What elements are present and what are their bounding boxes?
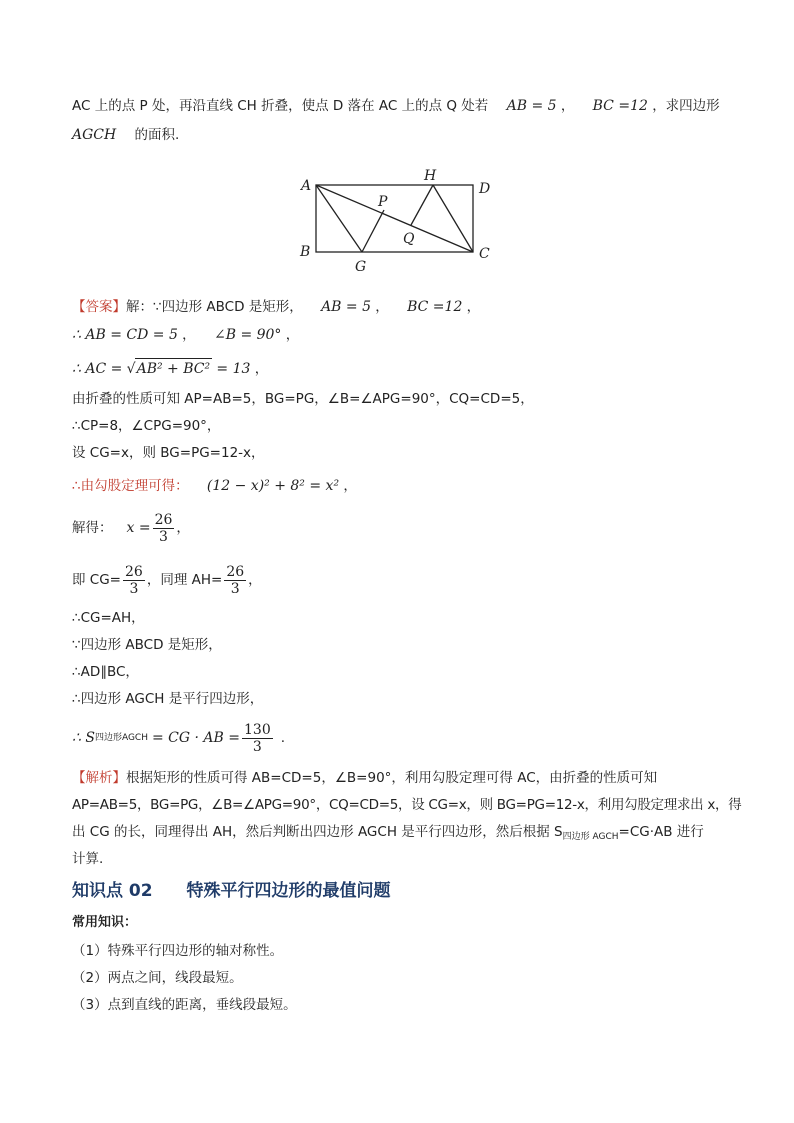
answer-line-5: ∴CP=8，∠CPG=90°， — [72, 418, 221, 434]
answer-line-8: 解得： x = $\frac{26}{3}$ ， — [72, 511, 190, 545]
fraction-area: $\frac{130}{3}$ — [244, 721, 271, 755]
analysis-line-2: AP=AB=5，BG=PG，∠B=∠APG=90°，CQ=CD=5，设 CG=x，则 BG=PG=12-x，利用勾股定理求出 x，得 — [72, 797, 742, 813]
sqrt-radicand: AB² + BC² — [135, 358, 213, 379]
analysis-line-4: 计算. — [72, 851, 104, 867]
problem-line-1: AC 上的点 P 处，再沿直线 CH 折叠，使点 D 落在 AC 上的点 Q 处若 AB = 5 ， BC =12 ，求四边形 — [72, 98, 720, 114]
fraction-x: $\frac{26}{3}$ — [154, 511, 173, 545]
label-p: P — [378, 194, 388, 210]
segment-ch — [433, 185, 473, 252]
answer-line-10: ∴CG=AH， — [72, 610, 145, 626]
sqrt-sign: √ — [126, 361, 136, 377]
problem-line-2: AGCH 的面积. — [72, 127, 180, 143]
knowledge-item: （1）特殊平行四边形的轴对称性。 — [72, 943, 284, 959]
section-number: 知识点 02 — [72, 881, 153, 901]
answer-line-12: ∴AD∥BC， — [72, 664, 139, 680]
answer-line-4: 由折叠的性质可知 AP=AB=5，BG=PG，∠B=∠APG=90°，CQ=CD=5， — [72, 391, 534, 407]
section-heading — [72, 876, 391, 901]
quad-name: AGCH — [72, 127, 117, 143]
answer-line-6: 设 CG=x，则 BG=PG=12-x， — [72, 445, 265, 461]
label-h: H — [424, 168, 437, 184]
label-d: D — [479, 181, 491, 197]
area-subscript: 四边形AGCH — [94, 733, 148, 743]
answer-line-1: 【答案】解：∵四边形 ABCD 是矩形， AB = 5 ， BC =12 ， — [72, 299, 481, 315]
segment-hq — [411, 185, 433, 225]
geometry-figure — [290, 162, 510, 274]
knowledge-label: 常用知识： — [72, 915, 138, 930]
analysis-tag: 【解析】 — [72, 770, 126, 786]
label-a: A — [301, 178, 312, 194]
section-title: 特殊平行四边形的最值问题 — [186, 881, 391, 901]
answer-line-2: ∴ AB = CD = 5 ， ∠B = 90° ， — [72, 327, 300, 343]
analysis-line-3: 出 CG 的长，同理得出 AH，然后判断出四边形 AGCH 是平行四边形，然后根据 $S_{四边形 AGCH}=CG\cdot AB$ 进行 — [72, 824, 704, 842]
fraction-ah: $\frac{26}{3}$ — [226, 563, 245, 597]
pythagoras-equation: (12 − x)² + 8² = x² — [206, 478, 340, 494]
answer-line-11: ∵四边形 ABCD 是矩形， — [72, 637, 222, 653]
answer-line-13: ∴四边形 AGCH 是平行四边形， — [72, 691, 264, 707]
answer-line-3: ∴ AC = √AB² + BC² = 13 ， — [72, 358, 268, 379]
label-g: G — [355, 259, 367, 274]
ab-equation: AB = 5 — [506, 98, 557, 114]
analysis-line-1: 【解析】根据矩形的性质可得 AB=CD=5，∠B=90°，利用勾股定理可得 AC，由折叠的性质可知 — [72, 770, 658, 786]
answer-line-7: ∴由勾股定理可得： (12 − x)² + 8² = x² ， — [72, 478, 357, 494]
label-c: C — [479, 246, 490, 262]
fraction-cg: $\frac{26}{3}$ — [125, 563, 143, 597]
label-b: B — [300, 244, 311, 260]
answer-line-9: 即 CG= $\frac{26}{3}$ ，同理 AH= $\frac{26}{3}$ ， — [72, 563, 262, 597]
bc-equation: BC =12 — [592, 98, 648, 114]
knowledge-item: （3）点到直线的距离，垂线段最短。 — [72, 997, 297, 1013]
label-q: Q — [403, 231, 415, 247]
segment-gp — [362, 210, 384, 252]
knowledge-item: （2）两点之间，线段最短。 — [72, 970, 243, 986]
answer-line-14: ∴ S 四边形AGCH = CG · AB = $\frac{130}{3}$ . — [72, 721, 286, 755]
answer-tag: 【答案】 — [72, 299, 126, 315]
